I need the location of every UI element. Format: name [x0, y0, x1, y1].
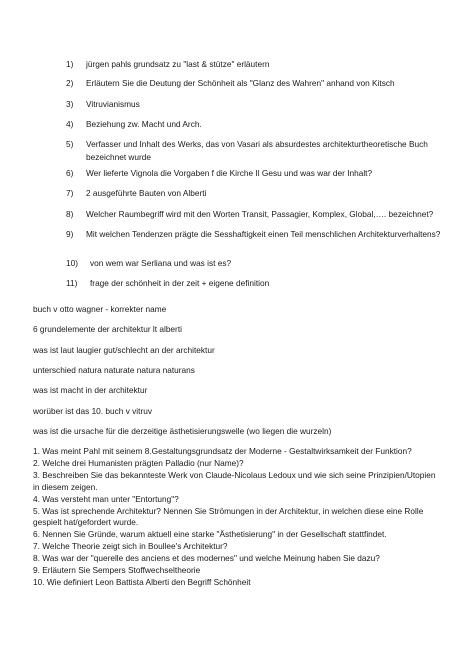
list-item-number: 7): [66, 188, 74, 198]
list-item: [66, 138, 446, 163]
question-item: 1. Was meint Pahl mit seinem 8.Gestaltungsgrundsatz der Moderne - Gestaltwirksamkeit der Funktion?: [33, 446, 412, 456]
question-item: 10. Wie definiert Leon Battista Alberti den Begriff Schönheit: [33, 576, 251, 587]
list-item-text: Wer lieferte Vignola die Vorgaben f die Kirche Il Gesu und was war der Inhalt?: [86, 168, 373, 178]
question-item: 9. Erläutern Sie Sempers Stoffwechseltheorie: [33, 565, 201, 576]
note-line: was ist laut laugier gut/schlecht an der architektur: [33, 345, 215, 355]
list-item: [66, 167, 446, 180]
question-item: 5. Was ist sprechende Architektur? Nennen Sie Strömungen in der Architektur, in welchen diese eine Rolle gespielt hat/gefordert wurde.: [33, 505, 424, 528]
list-item-number: 6): [66, 168, 74, 178]
list-item-text: jürgen pahls grundsatz zu "last & stütze" erläutern: [86, 59, 270, 69]
question-item: 2. Welche drei Humanisten prägten Palladio (nur Name)?: [33, 457, 244, 468]
list-item-number: 8): [66, 209, 74, 219]
list-item-number: 3): [66, 99, 74, 109]
list-item-text: von wem war Serliana und was ist es?: [90, 258, 232, 268]
note-line: worüber ist das 10. buch v vitruv: [33, 406, 152, 416]
question-item: 7. Welche Theorie zeigt sich in Boullee's Architektur?: [33, 541, 228, 552]
list-item-number: 9): [66, 229, 74, 239]
note-line: 6 grundelemente der architektur lt alberti: [33, 324, 182, 334]
list-item-number: 1): [66, 59, 74, 69]
list-item-number: 11): [66, 278, 78, 288]
list-item-number: 5): [66, 139, 74, 149]
note-line: unterschied natura naturate natura naturans: [33, 365, 195, 375]
list-item-text: Verfasser und Inhalt des Werks, das von Vasari als absurdestes architekturtheoretische Buch bezeichnet wurde: [86, 139, 428, 162]
list-item-text: Mit welchen Tendenzen prägte die Sesshaftigkeit einen Teil menschlichen Architekturverhaltens?: [86, 229, 441, 239]
list-item-number: 2): [66, 78, 74, 88]
list-item-text: 2 ausgeführte Bauten von Alberti: [86, 188, 207, 198]
list-item: [66, 257, 446, 270]
note-line: was ist macht in der architektur: [33, 385, 148, 395]
note-line: was ist die ursache für die derzeitige ästhetisierungswelle (wo liegen die wurzeln): [33, 426, 332, 436]
numbered-question-list: [33, 446, 443, 589]
list-item-text: Welcher Raumbegriff wird mit den Worten Transit, Passagier, Komplex, Global,…. bezeichnet?: [86, 209, 434, 219]
note-line: buch v otto wagner - korrekter name: [33, 304, 167, 314]
list-item: [66, 228, 446, 241]
list-item-text: Vitruvianismus: [86, 99, 140, 109]
question-item: 3. Beschreiben Sie das bekannteste Werk von Claude-Nicolaus Ledoux und wie sich seine Prinzipien/Utopien in diesem zeigen.: [33, 469, 436, 492]
list-item: [66, 58, 446, 71]
question-item: 6. Nennen Sie Gründe, warum aktuell eine starke "Ästhetisierung" in der Gesellschaft stattfindet.: [33, 529, 387, 540]
question-item: 8. Was war der "querelle des anciens et des modernes" und welche Meinung haben Sie dazu?: [33, 553, 380, 564]
question-item: 4. Was versteht man unter "Entortung"?: [33, 493, 179, 504]
list-item-number: 4): [66, 119, 74, 129]
list-item-text: Beziehung zw. Macht und Arch.: [86, 119, 202, 129]
list-item: [66, 208, 446, 221]
list-item-text: Erläutern Sie die Deutung der Schönheit als "Glanz des Wahren" anhand von Kitsch: [86, 78, 395, 88]
list-item-number: 10): [66, 258, 78, 268]
list-item: [66, 98, 446, 111]
list-item: [66, 187, 446, 200]
list-item: [66, 277, 446, 290]
list-item-text: frage der schönheit in der zeit + eigene definition: [90, 278, 270, 288]
list-item: [66, 77, 446, 90]
list-item: [66, 118, 446, 131]
